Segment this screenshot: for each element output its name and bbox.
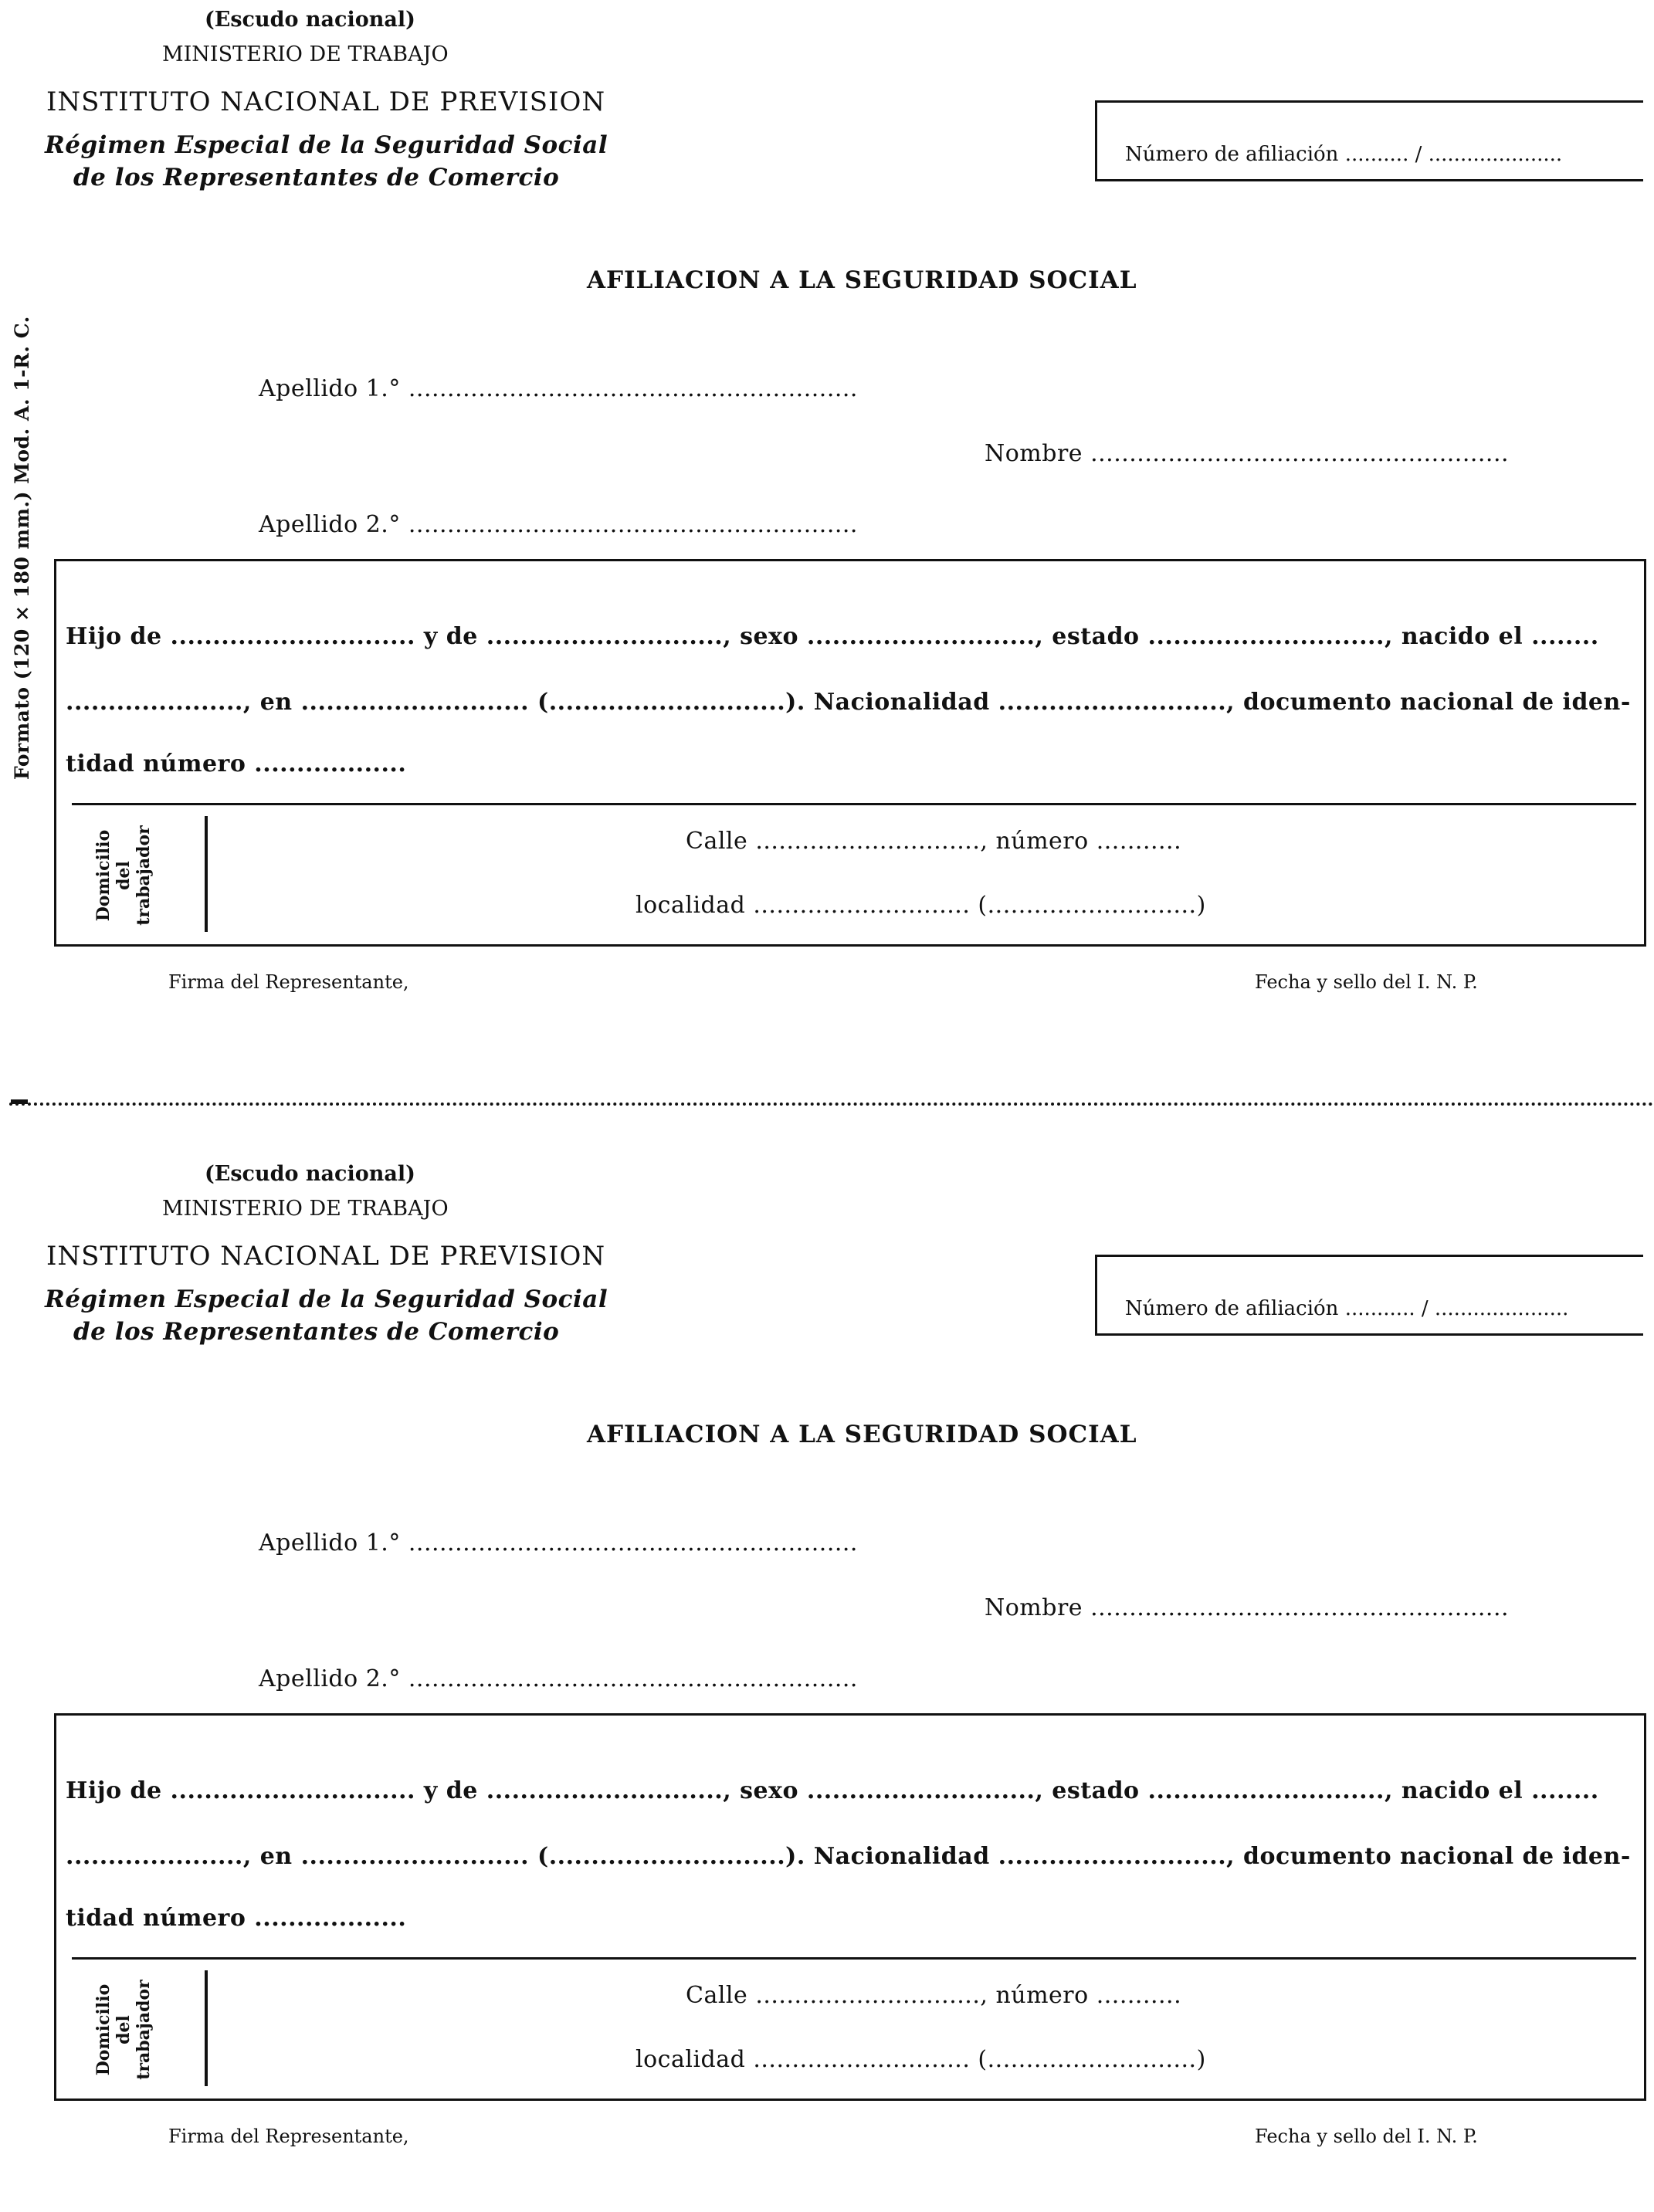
birthplace-nationality-line[interactable]: ....................., en ........................... (............................). Nacionalidad ..........................., documento nacional de iden- [66, 1843, 1631, 1870]
affiliation-form-bottom [0, 1154, 1654, 2212]
apellido2-field[interactable]: Apellido 2.° .......................................................... [259, 511, 858, 538]
domicilio-bracket [205, 1970, 208, 2086]
id-number-line[interactable]: tidad número .................. [66, 750, 407, 777]
affiliation-number-box [1095, 1255, 1643, 1336]
apellido2-field[interactable]: Apellido 2.° .......................................................... [259, 1665, 858, 1692]
apellido1-field[interactable]: Apellido 1.° .......................................................... [259, 375, 858, 402]
fecha-sello-label: Fecha y sello del I. N. P. [1255, 2126, 1478, 2147]
parents-sex-status-birth-line[interactable]: Hijo de ............................. y de ............................, sexo ..........................., estado ............................, nacido el ........ [66, 623, 1599, 650]
calle-field[interactable]: Calle ............................., número ........... [686, 828, 1182, 855]
domicilio-bracket [205, 816, 208, 932]
section-divider [72, 803, 1636, 805]
firma-label: Firma del Representante, [168, 971, 409, 993]
form-title: AFILIACION A LA SEGURIDAD SOCIAL [587, 1421, 1137, 1448]
regimen-line2: de los Representantes de Comercio [73, 1318, 560, 1346]
domicilio-label: Domicilio del trabajador [93, 825, 154, 926]
affiliation-number-field[interactable]: Número de afiliación ........... / ..................... [1125, 1297, 1569, 1320]
regimen-line2: de los Representantes de Comercio [73, 164, 560, 191]
localidad-field[interactable]: localidad ............................ (...........................) [636, 892, 1206, 919]
format-caption: Formato (120 × 180 mm.) Mod. A. 1-R. C. [11, 316, 33, 780]
birthplace-nationality-line[interactable]: ....................., en ........................... (............................). Nacionalidad ..........................., documento nacional de iden- [66, 689, 1631, 716]
nombre-field[interactable]: Nombre ...................................................... [985, 440, 1510, 467]
personal-data-box [54, 559, 1646, 947]
id-number-line[interactable]: tidad número .................. [66, 1905, 407, 1932]
calle-field[interactable]: Calle ............................., número ........... [686, 1982, 1182, 2009]
personal-data-box [54, 1713, 1646, 2101]
form-title: AFILIACION A LA SEGURIDAD SOCIAL [587, 266, 1137, 294]
parents-sex-status-birth-line[interactable]: Hijo de ............................. y de ............................, sexo ..........................., estado ............................, nacido el ........ [66, 1777, 1599, 1804]
escudo-label: (Escudo nacional) [205, 1162, 415, 1186]
ministerio-label: MINISTERIO DE TRABAJO [162, 1197, 449, 1221]
apellido1-field[interactable]: Apellido 1.° .......................................................... [259, 1529, 858, 1557]
regimen-line1: Régimen Especial de la Seguridad Social [45, 1286, 608, 1313]
fecha-sello-label: Fecha y sello del I. N. P. [1255, 971, 1478, 993]
affiliation-number-box [1095, 100, 1643, 181]
firma-label: Firma del Representante, [168, 2126, 409, 2147]
cut-line [9, 1103, 1654, 1106]
domicilio-label: Domicilio del trabajador [93, 1980, 154, 2080]
section-divider [72, 1957, 1636, 1960]
instituto-label: INSTITUTO NACIONAL DE PREVISION [46, 1241, 606, 1272]
localidad-field[interactable]: localidad ............................ (...........................) [636, 2046, 1206, 2073]
nombre-field[interactable]: Nombre ...................................................... [985, 1594, 1510, 1621]
ministerio-label: MINISTERIO DE TRABAJO [162, 42, 449, 66]
affiliation-number-field[interactable]: Número de afiliación .......... / ..................... [1125, 143, 1563, 166]
regimen-line1: Régimen Especial de la Seguridad Social [45, 131, 608, 159]
escudo-label: (Escudo nacional) [205, 8, 415, 32]
instituto-label: INSTITUTO NACIONAL DE PREVISION [46, 86, 606, 117]
affiliation-form-top [0, 0, 1654, 1058]
